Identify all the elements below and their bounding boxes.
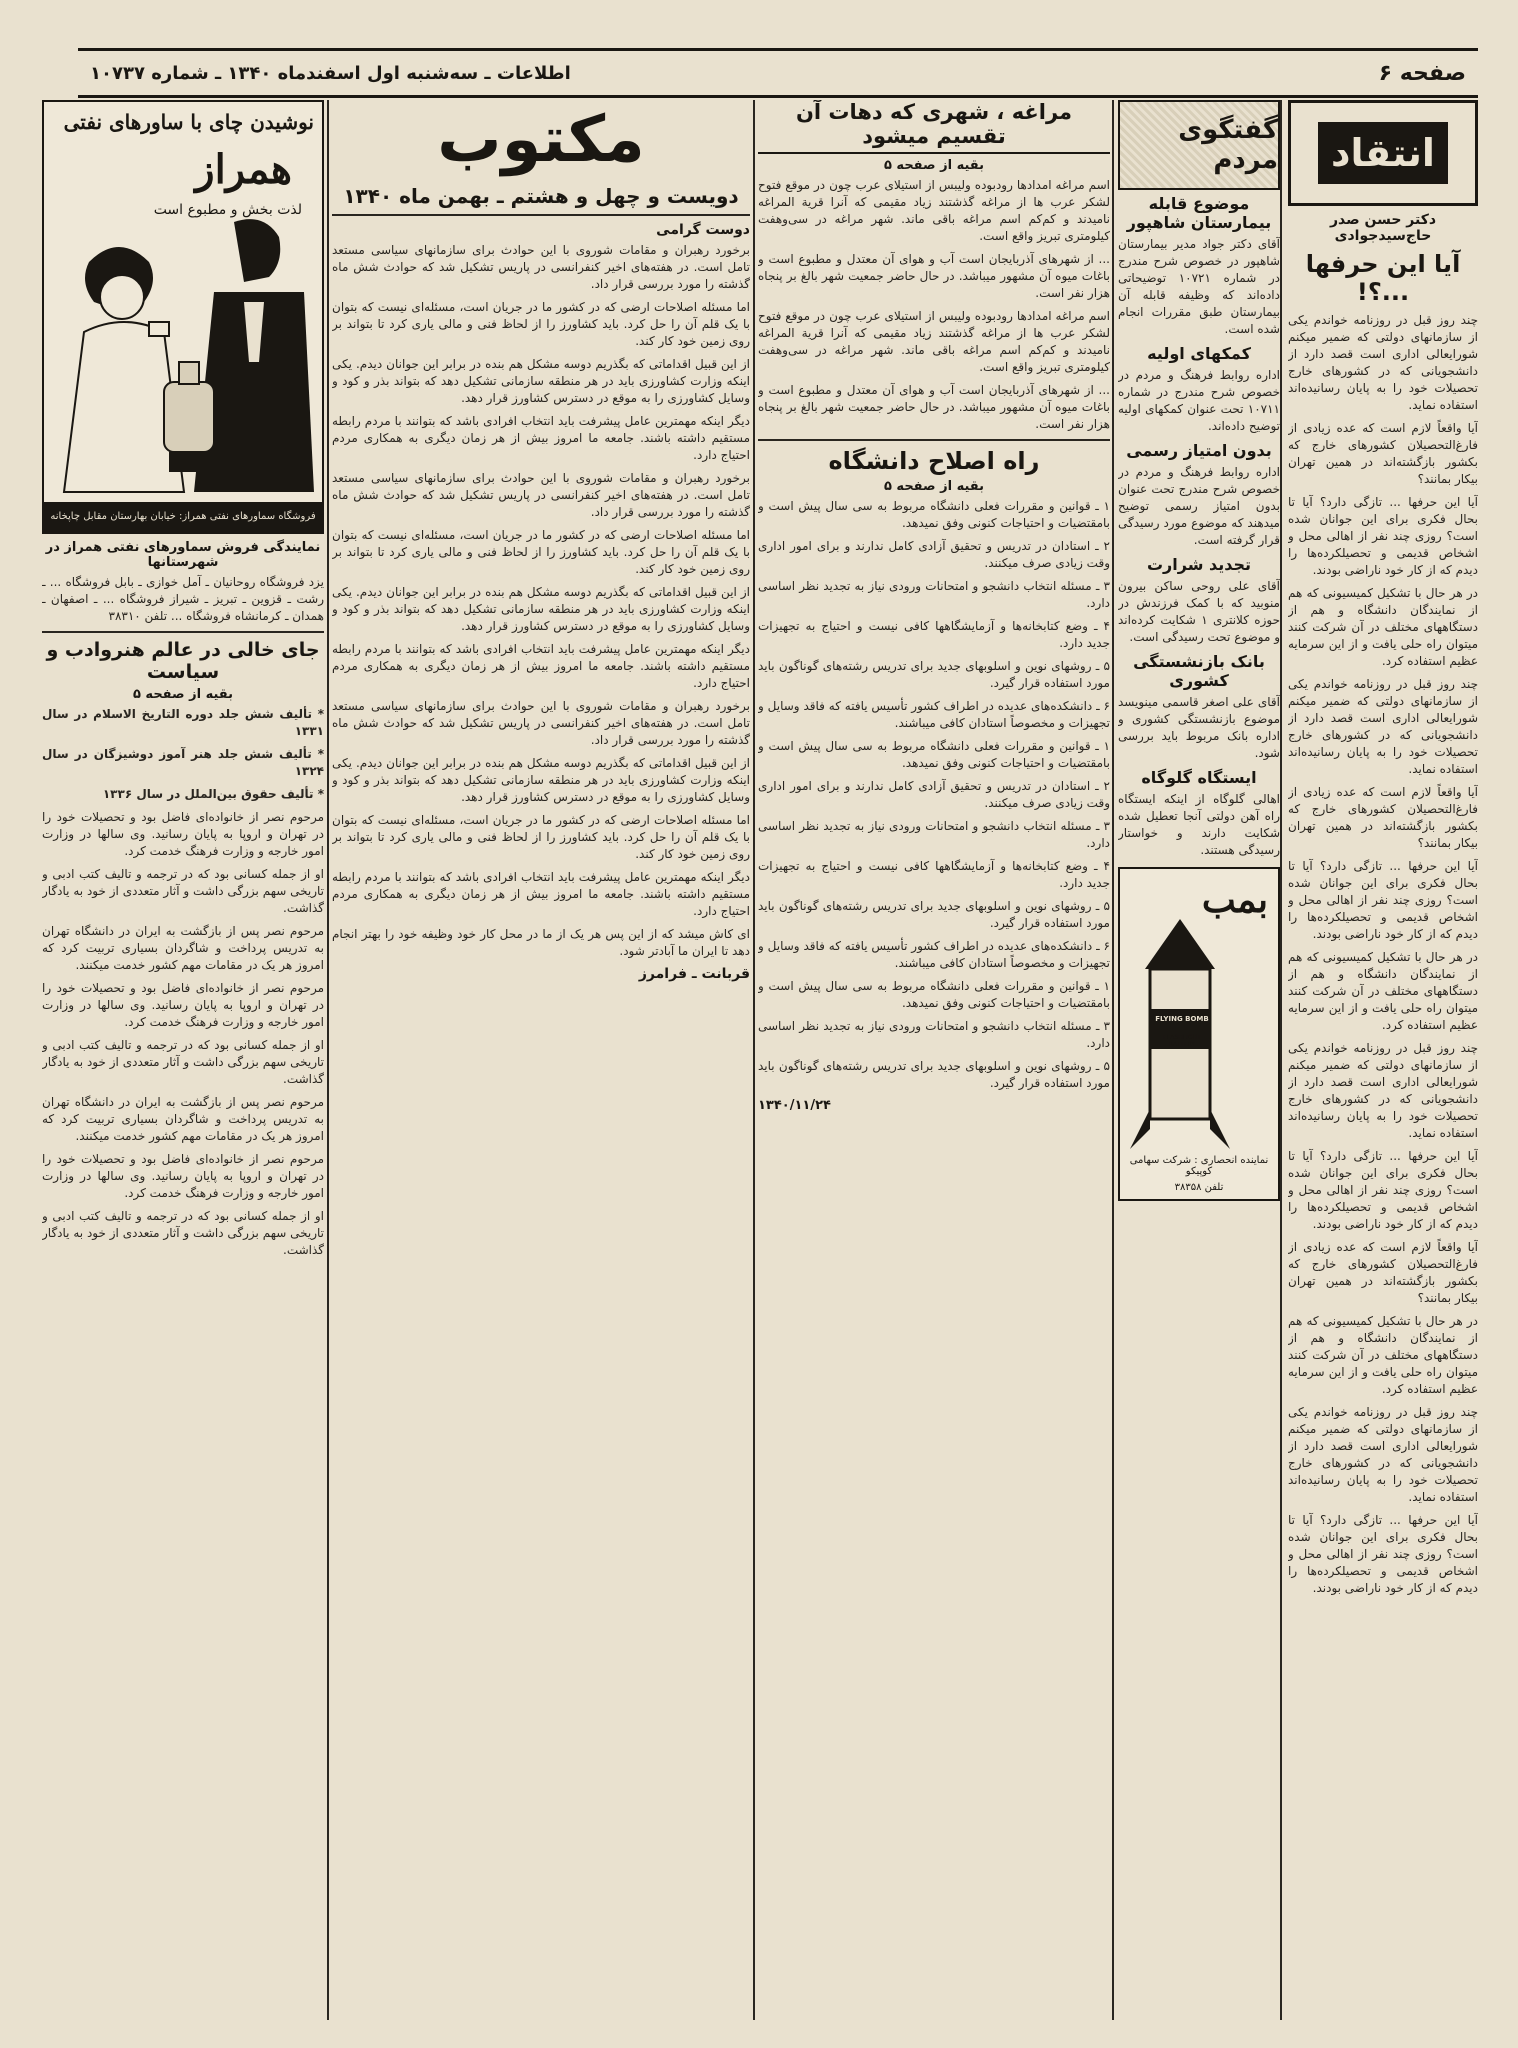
ad-brand: همراز [195, 146, 292, 193]
paragraph: مرحوم نصر از خانواده‌ای فاضل بود و تحصیلات خود را در تهران و اروپا به پایان رسانید. وی سالها در وزارت امور خارجه و وزارت فرهنگ خدمت کرد. [42, 981, 324, 1029]
ad-slogan: لذت بخش و مطبوع است [153, 202, 302, 218]
paragraph: دیگر اینکه مهمترین عامل پیشرفت باید انتخاب افرادی باشد که بتوانند با مردم رابطه مستقیم داشته باشند. جامعه ما امروز بیش از هر زمان دیگری به همکاری مردم احتیاج دارد. [332, 870, 750, 918]
paragraph: اسم مراغه امدادها رودبوده ولیبس از استیلای عرب چون در موقع فتوح لشکر عرب ها از مراغه گذشتند زیاد مقیمی که آنرا قریة المراغه نامیدند و کم‌کم اسم مراغه باقی ماند. شهر مراغه در سی‌و‌هفت کیلومتری تبریز واقع است. [758, 178, 1110, 243]
paragraph: ۱ ـ قوانین و مقررات فعلی دانشگاه مربوط به سی سال پیش است و بامقتضیات و احتیاجات کنونی وفق نمیدهد. [758, 739, 1110, 770]
article-title-university: راه اصلاح دانشگاه [828, 447, 1040, 475]
paragraph: مرحوم نصر پس از بازگشت به ایران در دانشگاه تهران به تدریس پرداخت و شاگردان بسیاری تربیت کرد که امروز هر یک در مقامات مهم کشور خدمت میکنند. [42, 1095, 324, 1143]
section-text: آقای دکتر جواد مدیر بیمارستان شاهپور در خصوص شرح مندرج در شماره ۱۰۷۲۱ توضیحاتی داده‌اند که وظیفه قابله آن بیمارستان طبق مقررات انجام شده است. [1118, 237, 1280, 336]
critique-logo: انتقاد [1288, 100, 1478, 206]
continued-note: بقیه از صفحه ۵ [132, 687, 234, 702]
paragraph: ... از شهرهای آذربایجان است آب و هوای آن معتدل و مطبوع است و باغات میوه آن مشهور میباشد. در حال حاضر جمعیت شهر بالغ بر پنجاه هزار نفر است. [758, 252, 1110, 300]
column-maragheh-university [758, 100, 1110, 2020]
paragraph: مرحوم نصر از خانواده‌ای فاضل بود و تحصیلات خود را در تهران و اروپا به پایان رسانید. وی سالها در وزارت امور خارجه و وزارت فرهنگ خدمت کرد. [42, 1152, 324, 1200]
paragraph: آیا واقعاً لازم است که عده زیادی از فارغ‌التحصیلان کشورهای خارج که بکشور بازگشته‌اند در همین تهران بیکار بمانند؟ [1288, 421, 1478, 486]
paragraph: در هر حال با تشکیل کمیسیونی که هم از نمایندگان دانشگاه و هم از دستگاههای مختلف در آن شرکت کنند میتوان راه حلی یافت و از این سرمایه عظیم استفاده کرد. [1288, 1314, 1478, 1396]
paragraph: اما مسئله اصلاحات ارضی که در کشور ما در جریان است، مسئله‌ای نیست که بتوان با یک قلم آن را حل کرد. باید کشاورز را از لحاظ فنی و مالی یاری کرد تا بتواند بر روی زمین خود کار کند. [332, 528, 750, 576]
paragraph: او از جمله کسانی بود که در ترجمه و تالیف کتب ادبی و تاریخی سهم بزرگی داشت و آثار متعددی از خود به یادگار گذاشت. [42, 1038, 324, 1086]
page-number: صفحه ۶ [1378, 60, 1466, 86]
ad-brand: FLYING BOMB [1155, 1015, 1209, 1023]
paragraph: ۳ ـ مسئله انتخاب دانشجو و امتحانات ورودی نیاز به تجدید نظر اساسی دارد. [758, 819, 1110, 850]
list-item: * تألیف شش جلد دوره التاریخ الاسلام در سال ۱۳۳۱ [42, 707, 324, 738]
paragraph: در هر حال با تشکیل کمیسیونی که هم از نمایندگان دانشگاه و هم از دستگاههای مختلف در آن شرکت کنند میتوان راه حلی یافت و از این سرمایه عظیم استفاده کرد. [1288, 586, 1478, 668]
section-text: آقای علی اصغر قاسمی مینویسد موضوع بازنشستگی کشوری و اداره بانک مربوط باید بررسی شود. [1118, 695, 1280, 760]
paragraph: دیگر اینکه مهمترین عامل پیشرفت باید انتخاب افرادی باشد که بتوانند با مردم رابطه مستقیم داشته باشند. جامعه ما امروز بیش از هر زمان دیگری به همکاری مردم احتیاج دارد. [332, 414, 750, 462]
battery-advertisement [1118, 867, 1280, 1201]
paragraph: ۶ ـ دانشکده‌های عدیده در اطراف کشور تأسیس یافته که فاقد وسایل و تجهیزات و مخصوصاً استادان کافی میباشند. [758, 939, 1110, 970]
paragraph: مرحوم نصر پس از بازگشت به ایران در دانشگاه تهران به تدریس پرداخت و شاگردان بسیاری تربیت کرد که امروز هر یک در مقامات مهم کشور خدمت میکنند. [42, 924, 324, 972]
column-critique [1288, 100, 1478, 2020]
maktoub-subtitle: دویست و چهل و هشتم ـ بهمن ماه ۱۳۴۰ [343, 184, 739, 208]
greeting: دوست گرامی [656, 222, 750, 238]
paragraph: مرحوم نصر از خانواده‌ای فاضل بود و تحصیلات خود را در تهران و اروپا به پایان رسانید. وی سالها در وزارت امور خارجه و وزارت فرهنگ خدمت کرد. [42, 810, 324, 858]
article-date: ۱۳۴۰/۱۱/۲۴ [758, 1098, 831, 1113]
section-title: کمکهای اولیه [1147, 344, 1251, 363]
paragraph: برخورد رهبران و مقامات شوروی با این حوادث برای سازمانهای سیاسی مستعد تامل است. در هفته‌های اخیر کنفرانسی در پاریس تشکیل شد که حوادث شش ماه گذشته را مورد بررسی قرار داد. [332, 471, 750, 519]
column-rule [753, 100, 755, 2020]
column-ads-culture [42, 100, 324, 2020]
paragraph: چند روز قبل در روزنامه خواندم یکی از سازمانهای دولتی که ضمیر میکنم شورایعالی اداری است قصد دارد از دانشجویانی که در کشورهای خارج تحصیلات خود را به پایان رسانیده‌اند استفاده نماید. [1288, 677, 1478, 776]
list-item: * تألیف حقوق بین‌الملل در سال ۱۳۳۶ [102, 787, 324, 801]
paragraph: آیا این حرفها ... تازگی دارد؟ آیا تا بحال فکری برای این جوانان شده است؟ روزی چند نفر از اهالی محل و اشخاص قدیمی و تحصیلکرده‌ها را دیدم که از کار خود ناراضی بودند. [1288, 1149, 1478, 1231]
section-text: اهالی گلوگاه از اینکه ایستگاه راه آهن دولتی آنجا تعطیل شده شکایت دارند و خواستار رسیدگی هستند. [1118, 792, 1280, 857]
ad-agent: نماینده انحصاری : شرکت سهامی کوپیکو [1129, 1155, 1269, 1177]
paragraph: ۲ ـ استادان در تدریس و تحقیق آزادی کامل ندارند و برای امور اداری وقت زیادی صرف میکنند. [758, 779, 1110, 810]
section-title: تجدید شرارت [1146, 555, 1252, 574]
ad-brand-fa: بمب [1201, 879, 1268, 921]
section-text: اداره روابط فرهنگ و مردم در خصوص شرح مندرج در شماره ۱۰۷۱۱ تحت عنوان کمکهای اولیه توضیح داده‌اند. [1118, 368, 1280, 433]
article-title: آیا این حرفها ...؟! [1305, 250, 1461, 306]
paragraph: آیا واقعاً لازم است که عده زیادی از فارغ‌التحصیلان کشورهای خارج که بکشور بازگشته‌اند در همین تهران بیکار بمانند؟ [1288, 1240, 1478, 1305]
column-people-talk [1118, 100, 1280, 2020]
agents-title: نمایندگی فروش سماورهای نفتی همراز در شهرستانها [45, 540, 321, 570]
ad-subtitle: FLASHLIGHT BATTERY [1163, 1034, 1201, 1048]
paragraph: اما مسئله اصلاحات ارضی که در کشور ما در جریان است، مسئله‌ای نیست که بتوان با یک قلم آن را حل کرد. باید کشاورز را از لحاظ فنی و مالی یاری کرد تا بتواند بر روی زمین خود کار کند. [332, 813, 750, 861]
paragraph: چند روز قبل در روزنامه خواندم یکی از سازمانهای دولتی که ضمیر میکنم شورایعالی اداری است قصد دارد از دانشجویانی که در کشورهای خارج تحصیلات خود را به پایان رسانیده‌اند استفاده نماید. [1288, 1041, 1478, 1140]
people-talk-logo: گفتگوی مردم [1118, 100, 1280, 190]
divider [758, 439, 1110, 441]
paragraph: ۳ ـ مسئله انتخاب دانشجو و امتحانات ورودی نیاز به تجدید نظر اساسی دارد. [758, 579, 1110, 610]
section-title: موضوع قابله بیمارستان شاهپور [1126, 194, 1272, 232]
couple-samovar-illustration [44, 202, 322, 502]
paragraph: او از جمله کسانی بود که در ترجمه و تالیف کتب ادبی و تاریخی سهم بزرگی داشت و آثار متعددی از خود به یادگار گذاشت. [42, 1209, 324, 1257]
paragraph: ۶ ـ دانشکده‌های عدیده در اطراف کشور تأسیس یافته که فاقد وسایل و تجهیزات و مخصوصاً استادان کافی میباشند. [758, 699, 1110, 730]
section-title: بدون امتیاز رسمی [1126, 441, 1272, 460]
paragraph: ۵ ـ روشهای نوین و اسلوبهای جدید برای تدریس رشته‌های گوناگون باید مورد استفاده قرار گیرد. [758, 899, 1110, 930]
paragraph: دیگر اینکه مهمترین عامل پیشرفت باید انتخاب افرادی باشد که بتوانند با مردم رابطه مستقیم داشته باشند. جامعه ما امروز بیش از هر زمان دیگری به همکاری مردم احتیاج دارد. [332, 642, 750, 690]
section-text: آقای علی روحی ساکن بیرون منوبید که با کمک فرزندش در حوزه کلانتری ۱ شکایت کرده‌اند و موضوع تحت رسیدگی است. [1118, 579, 1280, 644]
paragraph: ۵ ـ روشهای نوین و اسلوبهای جدید برای تدریس رشته‌های گوناگون باید مورد استفاده قرار گیرد. [758, 659, 1110, 690]
paragraph: اما مسئله اصلاحات ارضی که در کشور ما در جریان است، مسئله‌ای نیست که بتوان با یک قلم آن را حل کرد. باید کشاورز را از لحاظ فنی و مالی یاری کرد تا بتواند بر روی زمین خود کار کند. [332, 300, 750, 348]
paragraph: ... از شهرهای آذربایجان است آب و هوای آن معتدل و مطبوع است و باغات میوه آن مشهور میباشد. در حال حاضر جمعیت شهر بالغ بر پنجاه هزار نفر است. [758, 383, 1110, 431]
divider [42, 631, 324, 633]
paragraph: از این قبیل اقداماتی که بگذریم دوسه مشکل هم بنده در برابر این جوانان دیدم. یکی اینکه وزارت کشاورزی باید در هر منطقه سازمانی تشکیل دهد که بتواند بذر و کود و وسایل کشاورزی را به موقع در دسترس کشاورز قرار دهد. [332, 585, 750, 633]
list-item: * تألیف شش جلد هنر آموز دوشیزگان در سال ۱۳۲۴ [42, 747, 324, 778]
section-text: اداره روابط فرهنگ و مردم در خصوص شرح مندرج تحت عنوان بدون امتیاز رسمی توضیح میدهند که موضوع مورد رسیدگی قرار گرفته است. [1118, 465, 1280, 547]
paragraph: از این قبیل اقداماتی که بگذریم دوسه مشکل هم بنده در برابر این جوانان دیدم. یکی اینکه وزارت کشاورزی باید در هر منطقه سازمانی تشکیل دهد که بتواند بذر و کود و وسایل کشاورزی را به موقع در دسترس کشاورز قرار دهد. [332, 756, 750, 804]
divider [332, 214, 750, 216]
paragraph: در هر حال با تشکیل کمیسیونی که هم از نمایندگان دانشگاه و هم از دستگاههای مختلف در آن شرکت کنند میتوان راه حلی یافت و از این سرمایه عظیم استفاده کرد. [1288, 950, 1478, 1032]
byline: دکتر حسن صدر حاج‌سیدجوادی [1329, 212, 1437, 244]
paragraph: از این قبیل اقداماتی که بگذریم دوسه مشکل هم بنده در برابر این جوانان دیدم. یکی اینکه وزارت کشاورزی باید در هر منطقه سازمانی تشکیل دهد که بتواند بذر و کود و وسایل کشاورزی را به موقع در دسترس کشاورز قرار دهد. [332, 357, 750, 405]
ad-caption: فروشگاه سماورهای نفتی همراز: خیابان بهارستان مقابل چاپخانه [44, 502, 322, 532]
closing: قربانت ـ فرامرز [638, 966, 750, 982]
paragraph: ۳ ـ مسئله انتخاب دانشجو و امتحانات ورودی نیاز به تجدید نظر اساسی دارد. [758, 1019, 1110, 1050]
page-header [78, 48, 1478, 98]
paragraph: ۴ ـ وضع کتابخانه‌ها و آزمایشگاهها کافی نیست و احتیاج به تجهیزات جدید دارد. [758, 859, 1110, 890]
column-maktoub [332, 100, 750, 2020]
paragraph: اسم مراغه امدادها رودبوده ولیبس از استیلای عرب چون در موقع فتوح لشکر عرب ها از مراغه گذشتند زیاد مقیمی که آنرا قریة المراغه نامیدند و کم‌کم اسم مراغه باقی ماند. شهر مراغه در سی‌و‌هفت کیلومتری تبریز واقع است. [758, 309, 1110, 374]
continued-note: بقیه از صفحه ۵ [883, 479, 985, 494]
maktoub-title: مکتوب [437, 103, 645, 177]
paragraph: برخورد رهبران و مقامات شوروی با این حوادث برای سازمانهای سیاسی مستعد تامل است. در هفته‌های اخیر کنفرانسی در پاریس تشکیل شد که حوادث شش ماه گذشته را مورد بررسی قرار داد. [332, 243, 750, 291]
ad-phone: تلفن ۳۸۳۵۸ [1174, 1182, 1224, 1193]
section-title: ایستگاه گلوگاه [1141, 768, 1257, 787]
column-rule [327, 100, 329, 2020]
paragraph: ۲ ـ استادان در تدریس و تحقیق آزادی کامل ندارند و برای امور اداری وقت زیادی صرف میکنند. [758, 539, 1110, 570]
article-title-maragheh: مراغه ، شهری که دهات آن تقسیم میشود [758, 100, 1110, 154]
agents-text: یزد فروشگاه روحانیان ـ آمل خوازی ـ بابل فروشگاه ... ـ رشت ـ قزوین ـ تبریز ـ شیراز فروشگاه ... ـ اصفهان ـ همدان ـ کرمانشاه فروشگاه ... تلفن ۳۸۳۱۰ [42, 575, 324, 623]
paragraph: آیا واقعاً لازم است که عده زیادی از فارغ‌التحصیلان کشورهای خارج که بکشور بازگشته‌اند در همین تهران بیکار بمانند؟ [1288, 785, 1478, 850]
article-title-culture: جای خالی در عالم هنروادب و سیاست [46, 639, 320, 683]
paragraph: آیا این حرفها ... تازگی دارد؟ آیا تا بحال فکری برای این جوانان شده است؟ روزی چند نفر از اهالی محل و اشخاص قدیمی و تحصیلکرده‌ها را دیدم که از کار خود ناراضی بودند. [1288, 859, 1478, 941]
column-rule [1112, 100, 1114, 2020]
paragraph: چند روز قبل در روزنامه خواندم یکی از سازمانهای دولتی که ضمیر میکنم شورایعالی اداری است قصد دارد از دانشجویانی که در کشورهای خارج تحصیلات خود را به پایان رسانیده‌اند استفاده نماید. [1288, 1405, 1478, 1504]
paragraph: او از جمله کسانی بود که در ترجمه و تالیف کتب ادبی و تاریخی سهم بزرگی داشت و آثار متعددی از خود به یادگار گذاشت. [42, 867, 324, 915]
paragraph: ۴ ـ وضع کتابخانه‌ها و آزمایشگاهها کافی نیست و احتیاج به تجهیزات جدید دارد. [758, 619, 1110, 650]
ad-title: نوشیدن چای با ساورهای نفتی [63, 110, 314, 134]
paragraph: ای کاش میشد که از این پس هر یک از ما در محل کار خود وظیفه خود را بهتر انجام دهد تا ایران ما آبادتر شود. [332, 927, 750, 958]
samovar-advertisement [42, 100, 324, 534]
paragraph: آیا این حرفها ... تازگی دارد؟ آیا تا بحال فکری برای این جوانان شده است؟ روزی چند نفر از اهالی محل و اشخاص قدیمی و تحصیلکرده‌ها را دیدم که از کار خود ناراضی بودند. [1288, 495, 1478, 577]
paragraph: چند روز قبل در روزنامه خواندم یکی از سازمانهای دولتی که ضمیر میکنم شورایعالی اداری است قصد دارد از دانشجویانی که در کشورهای خارج تحصیلات خود را به پایان رسانیده‌اند استفاده نماید. [1288, 313, 1478, 412]
paragraph: ۱ ـ قوانین و مقررات فعلی دانشگاه مربوط به سی سال پیش است و بامقتضیات و احتیاجات کنونی وفق نمیدهد. [758, 499, 1110, 530]
paragraph: ۵ ـ روشهای نوین و اسلوبهای جدید برای تدریس رشته‌های گوناگون باید مورد استفاده قرار گیرد. [758, 1059, 1110, 1090]
section-title: بانک بازنشستگی کشوری [1133, 652, 1265, 690]
paragraph: ۱ ـ قوانین و مقررات فعلی دانشگاه مربوط به سی سال پیش است و بامقتضیات و احتیاجات کنونی وفق نمیدهد. [758, 979, 1110, 1010]
continued-note: بقیه از صفحه ۵ [883, 158, 985, 173]
dateline: اطلاعات ـ سه‌شنبه اول اسفندماه ۱۳۴۰ ـ شماره ۱۰۷۳۷ [90, 62, 571, 84]
column-rule [1280, 100, 1282, 2020]
paragraph: برخورد رهبران و مقامات شوروی با این حوادث برای سازمانهای سیاسی مستعد تامل است. در هفته‌های اخیر کنفرانسی در پاریس تشکیل شد که حوادث شش ماه گذشته را مورد بررسی قرار داد. [332, 699, 750, 747]
paragraph: آیا این حرفها ... تازگی دارد؟ آیا تا بحال فکری برای این جوانان شده است؟ روزی چند نفر از اهالی محل و اشخاص قدیمی و تحصیلکرده‌ها را دیدم که از کار خود ناراضی بودند. [1288, 1513, 1478, 1595]
